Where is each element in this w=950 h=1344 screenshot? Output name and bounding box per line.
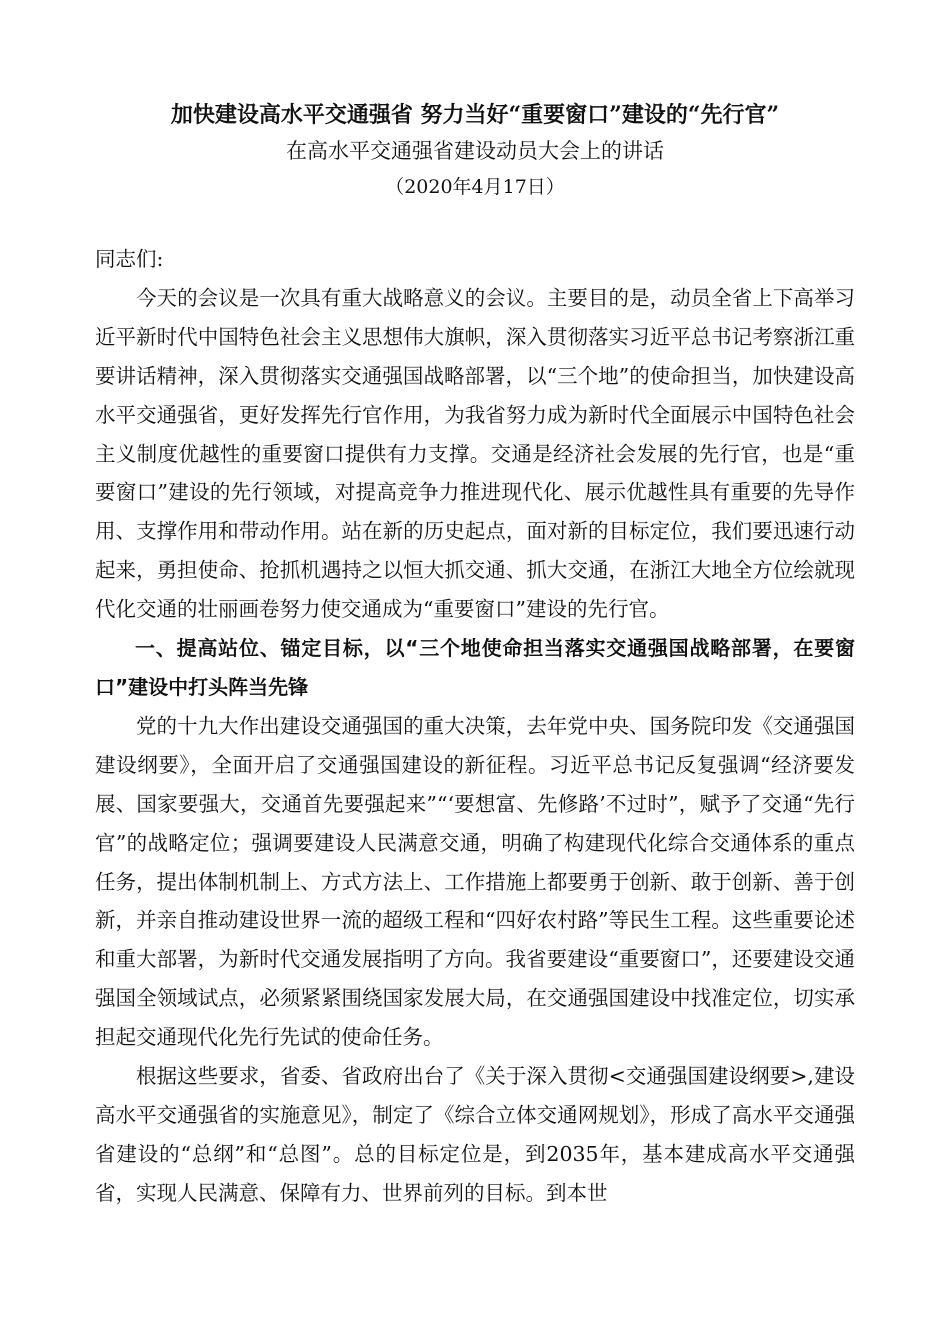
salutation: 同志们:: [95, 247, 164, 271]
section-heading-1: 一、提高站位、锚定目标，以“三个地使命担当落实交通强国战略部署，在要窗口”建设中打头阵当先锋: [95, 636, 855, 699]
document-subtitle: 在高水平交通强省建设动员大会上的讲话: [286, 139, 664, 163]
document-body: [95, 240, 855, 1213]
document-title: 加快建设高水平交通强省 努力当好“重要窗口”建设的“先行官”: [170, 102, 780, 128]
document-date: （2020年4月17日）: [385, 176, 565, 198]
paragraph-intro: 今天的会议是一次具有重大战略意义的会议。主要目的是，动员全省上下高举习近平新时代中国特色社会主义思想伟大旗帜，深入贯彻落实习近平总书记考察浙江重要讲话精神，深入贯彻落实交通强国战略部署，以“三个地”的使命担当，加快建设高水平交通强省，更好发挥先行官作用，为我省努力成为新时代全面展示中国特色社会主义制度优越性的重要窗口提供有力支撑。交通是经济社会发展的先行官，也是“重要窗口”建设的先行领域，对提高竞争力推进现代化、展示优越性具有重要的先导作用、支撑作用和带动作用。站在新的历史起点，面对新的目标定位，我们要迅速行动起来，勇担使命、抢抓机遇持之以恒大抓交通、抓大交通，在浙江大地全方位绘就现代化交通的壮丽画卷努力使交通成为“重要窗口”建设的先行官。: [95, 285, 855, 622]
paragraph-section-1-cont: 根据这些要求，省委、省政府出台了《关于深入贯彻<交通强国建设纲要>,建设高水平交通强省的实施意见》，制定了《综合立体交通网规划》，形成了高水平交通强省建设的“总纲”和“总图”。总的目标定位是，到2035年，基本建成高水平交通强省，实现人民满意、保障有力、世界前列的目标。到本世: [95, 1064, 855, 1205]
paragraph-section-1: 党的十九大作出建设交通强国的重大决策，去年党中央、国务院印发《交通强国建设纲要》，全面开启了交通强国建设的新征程。习近平总书记反复强调“经济要发展、国家要强大，交通首先要强起来”“‘要想富、先修路’不过时”，赋予了交通“先行官”的战略定位；强调要建设人民满意交通，明确了构建现代化综合交通体系的重点任务，提出体制机制上、方式方法上、工作措施上都要勇于创新、敢于创新、善于创新，并亲自推动建设世界一流的超级工程和“四好农村路”等民生工程。这些重要论述和重大部署，为新时代交通发展指明了方向。我省要建设“重要窗口”，还要建设交通强国全领域试点，必须紧紧围绕国家发展大局，在交通强国建设中找准定位，切实承担起交通现代化先行先试的使命任务。: [95, 713, 855, 1050]
